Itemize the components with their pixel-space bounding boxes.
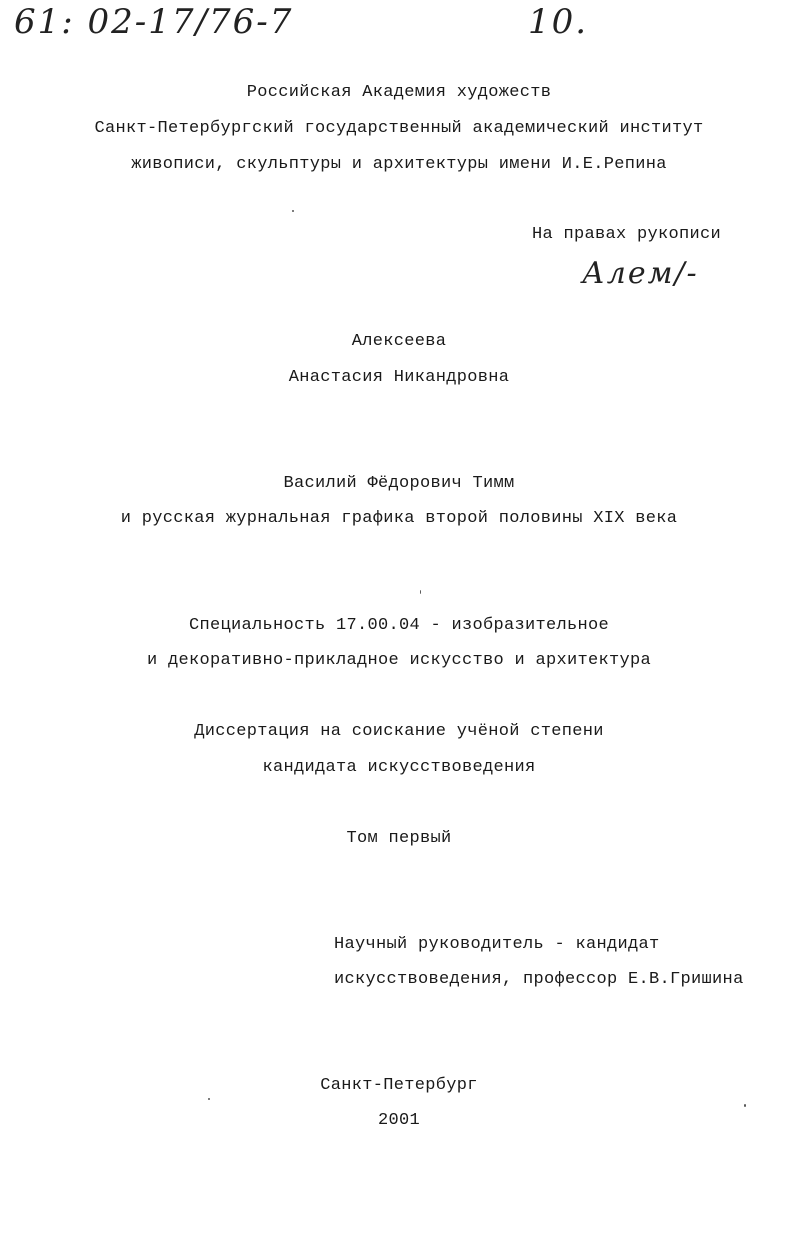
handwritten-signature: Алем/- (582, 256, 699, 291)
author-surname: Алексеева (351, 332, 447, 351)
degree-line-1: Диссертация на соискание учёной степени (194, 722, 604, 741)
title-line-1: Василий Фёдорович Тимм (283, 474, 515, 493)
title-line-2: и русская журнальная графика второй половины XIX века (120, 509, 678, 528)
institute-line-1: Санкт-Петербургский государственный академический институт (94, 119, 704, 138)
supervisor-line-1: Научный руководитель - кандидат (334, 935, 660, 954)
specialty-line-1: Специальность 17.00.04 - изобразительное (188, 616, 610, 635)
handwritten-catalog-number: 61: 02-17/76-7 (14, 2, 294, 42)
scan-speck (292, 210, 294, 212)
scan-speck (208, 1098, 210, 1100)
institute-line-2: живописи, скульптуры и архитектуры имени И.Е.Репина (131, 155, 667, 174)
city: Санкт-Петербург (320, 1076, 478, 1095)
author-given-names: Анастасия Никандровна (288, 368, 510, 387)
scan-speck (420, 590, 421, 594)
supervisor-line-2: искусствоведения, профессор Е.В.Гришина (334, 970, 744, 989)
year: 2001 (377, 1111, 420, 1130)
specialty-line-2: и декоративно-прикладное искусство и архитектура (146, 651, 652, 670)
degree-line-2: кандидата искусствоведения (262, 758, 536, 777)
manuscript-rights-note: На правах рукописи (532, 225, 722, 244)
volume-label: Том первый (346, 829, 452, 848)
handwritten-copy-mark: 10. (528, 2, 589, 42)
scan-speck (744, 1104, 746, 1107)
academy-name: Российская Академия художеств (246, 83, 552, 102)
